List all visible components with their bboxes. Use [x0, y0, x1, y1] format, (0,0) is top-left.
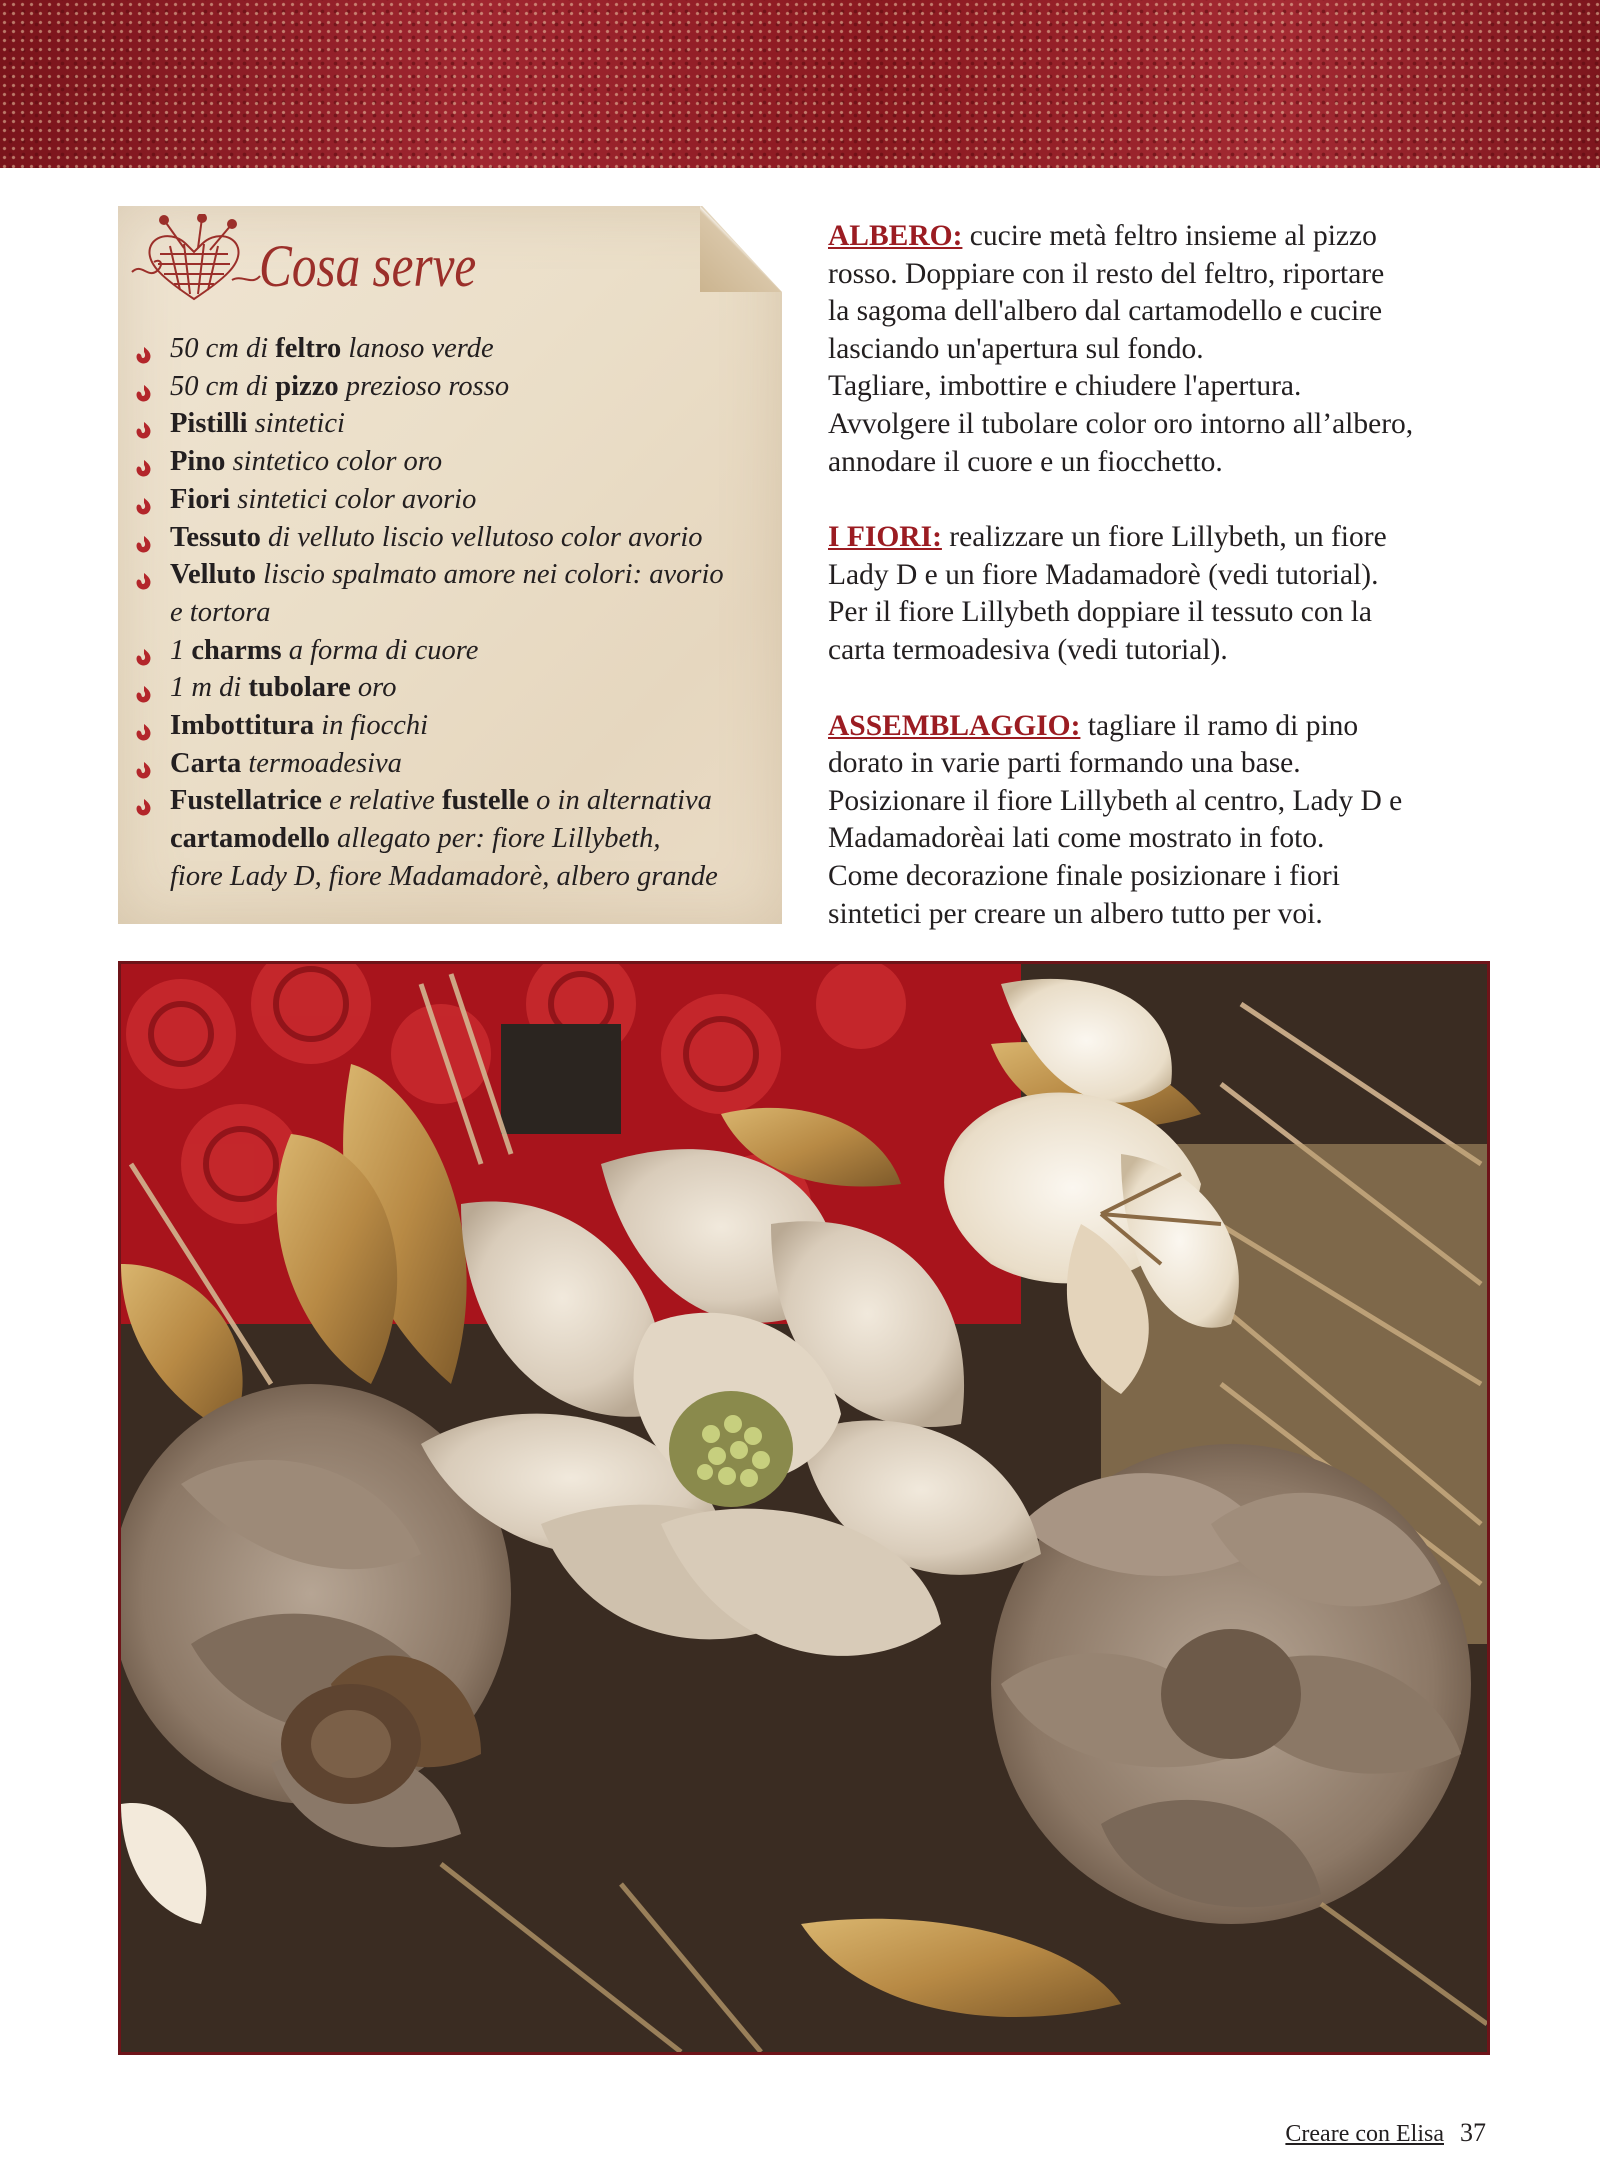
- material-text: oro: [350, 672, 397, 704]
- instruction-line: [828, 444, 1528, 482]
- instruction-text: Lady D e un fiore Madamadorè (vedi tutorial).: [828, 558, 1379, 591]
- leaf-bullet-icon: [134, 490, 154, 510]
- leaf-bullet-icon: [134, 754, 154, 774]
- instruction-line: [828, 557, 1528, 595]
- card-title: Cosa serve: [259, 233, 477, 299]
- instruction-heading: I FIORI:: [828, 521, 942, 554]
- instruction-text: rosso. Doppiare con il resto del feltro, riportare: [828, 257, 1385, 290]
- material-item: [134, 443, 774, 481]
- instruction-text: Avvolgere il tubolare color oro intorno all’albero,: [828, 407, 1414, 440]
- instruction-text: Come decorazione finale posizionare i fiori: [828, 859, 1340, 892]
- material-keyword: Carta: [170, 747, 242, 779]
- material-text: 1 m di: [170, 672, 249, 704]
- material-keyword: Velluto: [170, 559, 257, 591]
- material-text: sintetici color avorio: [230, 483, 477, 515]
- material-item: [134, 745, 774, 783]
- page-number: 37: [1460, 2118, 1486, 2147]
- instruction-text: carta termoadesiva (vedi tutorial).: [828, 633, 1228, 666]
- instruction-line: [828, 331, 1528, 369]
- materials-list: [134, 330, 774, 896]
- instruction-paragraph: [828, 519, 1528, 669]
- material-text: di velluto liscio vellutoso color avorio: [260, 521, 703, 553]
- product-photo: [118, 961, 1490, 2055]
- material-text: termoadesiva: [241, 747, 402, 779]
- material-item: [134, 330, 774, 368]
- instruction-text: la sagoma dell'albero dal cartamodello e cucire: [828, 295, 1383, 328]
- material-text: allegato per: fiore Lillybeth,: [329, 823, 661, 855]
- material-keyword: Imbottitura: [170, 710, 315, 742]
- pincushion-icon: [124, 214, 264, 314]
- page-footer: [1285, 2118, 1486, 2148]
- material-keyword: Fustellatrice: [170, 785, 322, 817]
- instruction-text: Madamadorèai lati come mostrato in foto.: [828, 822, 1325, 855]
- instruction-heading: ALBERO:: [828, 220, 963, 252]
- material-keyword: Tessuto: [170, 521, 261, 553]
- instruction-text: Posizionare il fiore Lillybeth al centro, Lady D e: [828, 784, 1403, 817]
- instruction-text: Per il fiore Lillybeth doppiare il tessuto con la: [828, 596, 1372, 629]
- leaf-bullet-icon: [134, 339, 154, 359]
- instruction-line: [828, 745, 1528, 783]
- instructions-column: [828, 218, 1528, 971]
- instruction-text: Tagliare, imbottire e chiudere l'apertura.: [828, 370, 1302, 403]
- material-item: [134, 481, 774, 519]
- instruction-line: [828, 406, 1528, 444]
- instruction-line: [828, 783, 1528, 821]
- instruction-line: [828, 594, 1528, 632]
- material-item: [134, 632, 774, 670]
- material-item: [134, 519, 774, 557]
- material-text: e: [321, 785, 349, 817]
- material-text: a forma di cuore: [281, 634, 479, 666]
- instruction-text: dorato in varie parti formando una base.: [828, 747, 1301, 780]
- material-text: o in alternativa: [529, 785, 712, 817]
- leaf-bullet-icon: [134, 791, 154, 811]
- material-text: prezioso rosso: [338, 370, 510, 402]
- material-keyword: fustelle: [434, 785, 530, 817]
- instruction-line: [828, 519, 1528, 557]
- instruction-line: [828, 708, 1528, 746]
- material-item: [134, 368, 774, 406]
- material-text: sintetico color oro: [225, 446, 443, 478]
- material-text: relative: [348, 785, 435, 817]
- instruction-text: sintetici per creare un albero tutto per voi.: [828, 897, 1323, 930]
- instruction-line: [828, 858, 1528, 896]
- instruction-text: cucire metà feltro insieme al pizzo: [962, 220, 1377, 252]
- material-keyword: charms: [191, 634, 282, 666]
- instruction-line: [828, 632, 1528, 670]
- material-keyword: Fiori: [170, 483, 231, 515]
- leaf-bullet-icon: [134, 641, 154, 661]
- material-text: 50 cm di: [170, 333, 276, 364]
- leaf-bullet-icon: [134, 452, 154, 472]
- instruction-line: [828, 256, 1528, 294]
- instruction-text: tagliare il ramo di pino: [1080, 709, 1359, 742]
- material-text: 1: [170, 634, 192, 666]
- instruction-paragraph: [828, 218, 1528, 481]
- card-header: [124, 214, 544, 314]
- material-item: [134, 405, 774, 443]
- material-text: 50 cm di: [170, 370, 276, 402]
- material-keyword: cartamodello: [170, 823, 330, 855]
- instruction-line: [828, 293, 1528, 331]
- material-keyword: tubolare: [248, 672, 351, 704]
- flower-arrangement-image: [121, 964, 1487, 2052]
- instruction-heading: ASSEMBLAGGIO:: [828, 709, 1081, 742]
- material-keyword: feltro: [275, 333, 342, 364]
- material-text: in fiocchi: [314, 710, 429, 742]
- fabric-header-band: [0, 0, 1600, 168]
- material-text: e tortora: [170, 596, 271, 628]
- instruction-text: realizzare un fiore Lillybeth, un fiore: [941, 521, 1387, 554]
- material-keyword: Pino: [170, 446, 226, 478]
- leaf-bullet-icon: [134, 678, 154, 698]
- leaf-bullet-icon: [134, 377, 154, 397]
- material-keyword: pizzo: [275, 370, 339, 402]
- material-item: [134, 556, 774, 631]
- material-keyword: Pistilli: [170, 408, 248, 440]
- material-text: fiore Lady D, fiore Madamadorè, albero grande: [170, 860, 718, 892]
- instruction-line: [828, 218, 1528, 256]
- material-item: [134, 782, 774, 895]
- material-text: lanoso verde: [341, 333, 494, 364]
- instruction-line: [828, 368, 1528, 406]
- leaf-bullet-icon: [134, 528, 154, 548]
- material-item: [134, 669, 774, 707]
- leaf-bullet-icon: [134, 565, 154, 585]
- instruction-paragraph: [828, 708, 1528, 934]
- material-text: sintetici: [247, 408, 345, 440]
- instruction-text: lasciando un'apertura sul fondo.: [828, 332, 1204, 365]
- material-text: liscio spalmato amore nei colori: avorio: [256, 559, 724, 591]
- leaf-bullet-icon: [134, 414, 154, 434]
- instruction-line: [828, 820, 1528, 858]
- magazine-name: Creare con Elisa: [1285, 2121, 1444, 2147]
- material-item: [134, 707, 774, 745]
- leaf-bullet-icon: [134, 716, 154, 736]
- instruction-text: annodare il cuore e un fiocchetto.: [828, 445, 1223, 478]
- instruction-line: [828, 896, 1528, 934]
